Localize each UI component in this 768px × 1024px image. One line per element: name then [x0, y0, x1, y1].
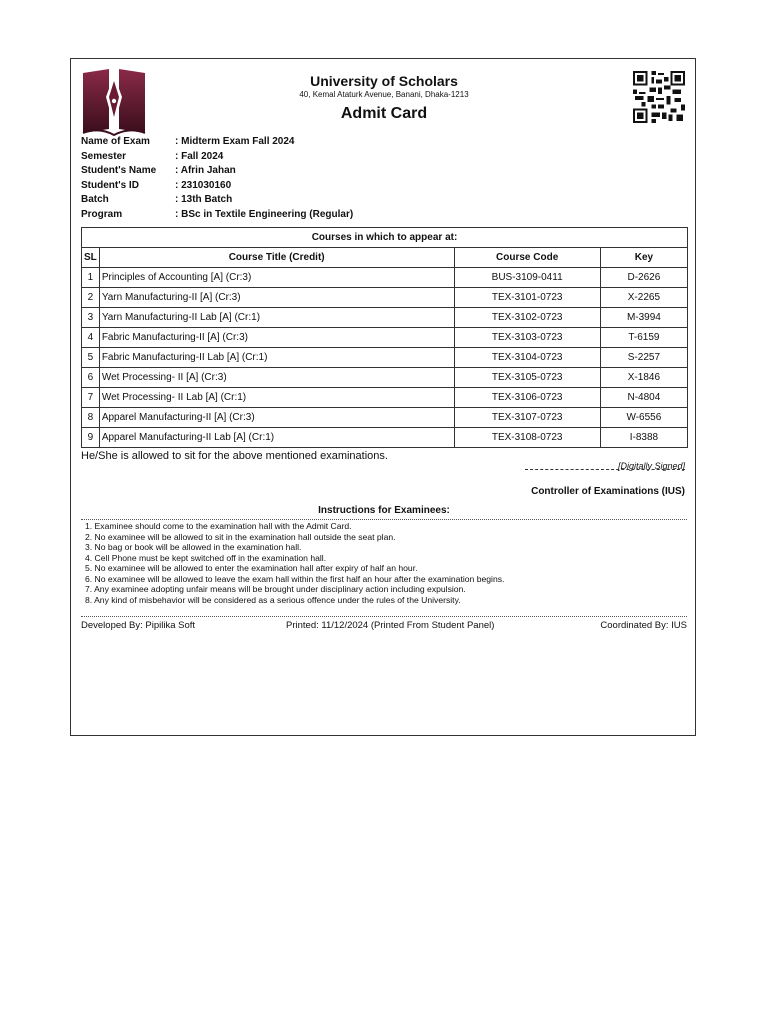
cell-sl: 2 [82, 288, 100, 308]
list-item: 7. Any examinee adopting unfair means will be brought under disciplinary action including expulsion. [85, 584, 466, 594]
instructions-list [85, 521, 504, 605]
cell-title: Principles of Accounting [A] (Cr:3) [99, 268, 454, 288]
list-item: 6. No examinee will be allowed to leave the exam hall within the first half an hour after the examination begins. [85, 573, 505, 584]
cell-key: S-2257 [600, 348, 687, 368]
cell-key: N-4804 [600, 388, 687, 408]
digital-signature: [Digitally Signed] [617, 461, 685, 471]
cell-title: Yarn Manufacturing-II [A] (Cr:3) [99, 288, 454, 308]
info-value: : 13th Batch [175, 194, 233, 205]
col-header-code: Course Code [454, 248, 600, 268]
footer-printed: Printed: 11/12/2024 (Printed From Student Panel) [286, 620, 495, 631]
cell-key: I-8388 [600, 428, 687, 448]
info-value: : Midterm Exam Fall 2024 [175, 136, 295, 147]
courses-body [82, 268, 688, 448]
info-value: : 231030160 [175, 179, 232, 191]
cell-code: TEX-3101-0723 [454, 288, 600, 308]
controller-title: Controller of Examinations (IUS) [531, 486, 685, 497]
cell-key: M-3994 [600, 308, 687, 328]
info-row-semester [81, 150, 353, 165]
list-item: 5. No examinee will be allowed to enter the examination hall after expiry of half an hour. [85, 563, 418, 573]
cell-sl: 3 [82, 308, 100, 328]
col-header-title: Course Title (Credit) [99, 248, 454, 268]
info-label: Batch [81, 194, 109, 205]
cell-key: T-6159 [600, 328, 687, 348]
info-row-exam [81, 135, 353, 150]
table-row [82, 268, 688, 288]
courses-caption: Courses in which to appear at: [82, 228, 688, 248]
cell-title: Fabric Manufacturing-II Lab [A] (Cr:1) [99, 348, 454, 368]
cell-code: TEX-3105-0723 [454, 368, 600, 388]
info-row-id [81, 179, 353, 194]
table-row [82, 308, 688, 328]
cell-title: Yarn Manufacturing-II Lab [A] (Cr:1) [99, 308, 454, 328]
cell-sl: 8 [82, 408, 100, 428]
table-row [82, 348, 688, 368]
instructions-title: Instructions for Examinees: [318, 505, 450, 516]
info-row-batch [81, 193, 353, 208]
list-item: 2. No examinee will be allowed to sit in the examination hall outside the seat plan. [85, 531, 396, 542]
info-value: : Fall 2024 [175, 150, 224, 162]
cell-key: D-2626 [600, 268, 687, 288]
list-item: 4. Cell Phone must be kept switched off in the examination hall. [85, 552, 327, 563]
university-name: University of Scholars [310, 73, 458, 89]
info-label: Name of Exam [81, 136, 150, 147]
cell-code: BUS-3109-0411 [454, 268, 600, 288]
table-row [82, 388, 688, 408]
col-header-sl: SL [82, 248, 100, 268]
allowed-statement: He/She is allowed to sit for the above mentioned examinations. [81, 450, 388, 462]
info-value: : BSc in Textile Engineering (Regular) [175, 208, 354, 220]
cell-sl: 4 [82, 328, 100, 348]
divider [81, 519, 687, 520]
table-row [82, 408, 688, 428]
info-label: Student's Name [81, 165, 157, 176]
table-row [82, 328, 688, 348]
cell-title: Apparel Manufacturing-II Lab [A] (Cr:1) [99, 428, 454, 448]
admit-card [70, 58, 696, 736]
info-row-program [81, 208, 353, 223]
divider [81, 616, 687, 617]
cell-title: Fabric Manufacturing-II [A] (Cr:3) [99, 328, 454, 348]
list-item: 1. Examinee should come to the examination hall with the Admit Card. [85, 521, 352, 531]
cell-sl: 1 [82, 268, 100, 288]
col-header-key: Key [600, 248, 687, 268]
document-title: Admit Card [340, 105, 428, 122]
cell-key: X-2265 [600, 288, 687, 308]
courses-header-row [82, 248, 688, 268]
footer-coordinated: Coordinated By: IUS [600, 620, 687, 631]
courses-table [81, 227, 688, 448]
signature-line [525, 469, 685, 470]
cell-title: Wet Processing- II [A] (Cr:3) [99, 368, 454, 388]
info-value: : Afrin Jahan [175, 165, 236, 176]
table-row [82, 368, 688, 388]
footer-developed: Developed By: Pipilika Soft [81, 620, 196, 631]
info-label: Program [81, 208, 123, 220]
cell-sl: 5 [82, 348, 100, 368]
cell-title: Wet Processing- II Lab [A] (Cr:1) [99, 388, 454, 408]
cell-code: TEX-3104-0723 [454, 348, 600, 368]
table-row [82, 428, 688, 448]
cell-sl: 6 [82, 368, 100, 388]
list-item: 3. No bag or book will be allowed in the examination hall. [85, 542, 302, 552]
cell-title: Apparel Manufacturing-II [A] (Cr:3) [99, 408, 454, 428]
info-label: Semester [81, 150, 127, 162]
info-label: Student's ID [81, 179, 139, 191]
cell-code: TEX-3106-0723 [454, 388, 600, 408]
cell-sl: 7 [82, 388, 100, 408]
list-item: 8. Any kind of misbehavior will be considered as a serious offence under the rules of the University. [85, 594, 461, 605]
cell-code: TEX-3107-0723 [454, 408, 600, 428]
university-address: 40, Kemal Ataturk Avenue, Banani, Dhaka-1213 [299, 90, 469, 99]
info-row-name [81, 164, 353, 179]
cell-code: TEX-3108-0723 [454, 428, 600, 448]
cell-code: TEX-3103-0723 [454, 328, 600, 348]
cell-key: W-6556 [600, 408, 687, 428]
student-info [81, 135, 353, 222]
cell-sl: 9 [82, 428, 100, 448]
cell-code: TEX-3102-0723 [454, 308, 600, 328]
table-row [82, 288, 688, 308]
cell-key: X-1846 [600, 368, 687, 388]
